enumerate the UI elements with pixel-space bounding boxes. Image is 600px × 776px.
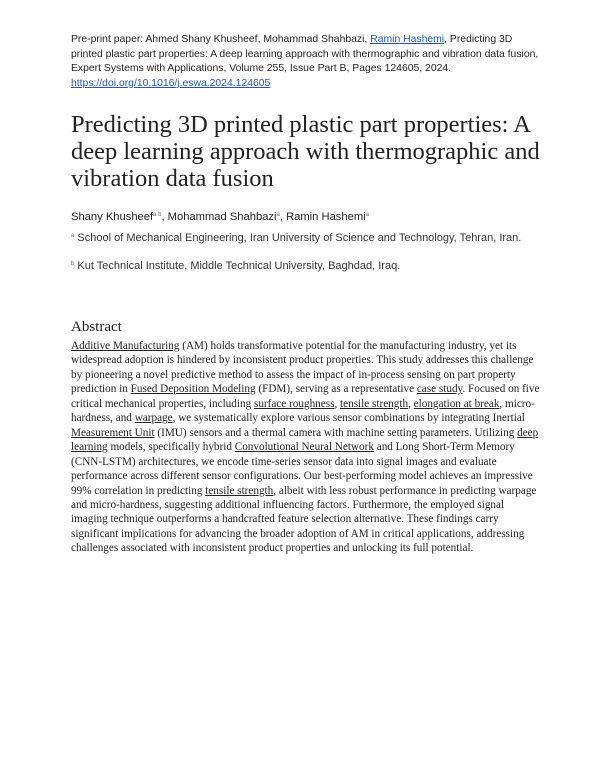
affiliation-text: Kut Technical Institute, Middle Technical University, Baghdad, Iraq. xyxy=(77,260,401,272)
abstract-text: models, specifically hybrid xyxy=(107,441,235,454)
abstract-body xyxy=(71,339,543,556)
abstract-term-link[interactable]: Convolutional Neural Network xyxy=(234,441,374,454)
author-link-ramin-hashemi[interactable]: Ramin Hashemi xyxy=(370,34,445,45)
author-affiliation-marker: a xyxy=(276,212,280,218)
affiliation-b xyxy=(71,258,541,273)
affiliation-marker: a xyxy=(71,233,75,239)
abstract-term-link[interactable]: tensile strength xyxy=(340,397,409,410)
author-affiliation-marker: a xyxy=(365,212,369,218)
author-separator: , xyxy=(161,211,168,223)
abstract-text: , we systematically explore various sensor combinations by integrating Inertial xyxy=(172,412,525,425)
abstract-text: (IMU) sensors and a thermal camera with machine setting parameters. Utilizing xyxy=(154,426,518,439)
abstract-text: , albeit with less robust performance in predicting warpage and micro-hardness, suggesting additional influencing factors. Furthermore, the employed signal imaging technique outperforms a handcrafted feature selection alternative. These findings carry significant implications for advancing the broader adoption of AM in critical applications, addressing challenges associated with inconsistent product properties and unlocking its full potential. xyxy=(71,484,537,555)
preprint-prefix: Pre-print paper: Ahmed Shany Khusheef, Mohammad Shahbazi, xyxy=(71,34,371,45)
abstract-text: (AM) holds transformative potential for the manufacturing industry, yet its widespread adoption is hindered by inconsistent product properties. This study addresses this challenge by pioneering a novel predictive method to assess the impact of in-process sensing on part property prediction in xyxy=(71,340,534,396)
author-name: Shany Khusheef xyxy=(71,211,154,223)
abstract-text: (FDM), serving as a representative xyxy=(255,383,417,396)
abstract-term-link[interactable]: elongation at break xyxy=(413,397,500,410)
abstract-term-link[interactable]: surface roughness xyxy=(253,397,335,410)
abstract-text: , xyxy=(408,397,414,410)
affiliation-a xyxy=(71,230,541,245)
doi-link[interactable]: https://doi.org/10.1016/j.eswa.2024.124605 xyxy=(71,77,271,89)
abstract-text: and Long Short-Term Memory (CNN-LSTM) architectures, we encode time-series sensor data into signal images and evaluate performance across different sensor configurations. Our best-performing model achieves an impressive 99% correlation in predicting xyxy=(71,441,533,497)
author-affiliation-marker: a b xyxy=(153,212,162,218)
abstract-term-link[interactable]: deep learning xyxy=(71,426,539,454)
paper-title: Predicting 3D printed plastic part properties: A deep learning approach with thermographic and vibration data fusion xyxy=(71,111,540,192)
affiliation-marker: b xyxy=(71,261,75,267)
abstract-term-link[interactable]: Measurement Unit xyxy=(71,426,155,439)
affiliation-text: School of Mechanical Engineering, Iran University of Science and Technology, Tehran, Iran. xyxy=(77,232,522,244)
abstract-term-link[interactable]: tensile strength xyxy=(205,484,274,497)
preprint-suffix: , Predicting 3D printed plastic part properties: A deep learning approach with thermographic and vibration data fusion, Expert Systems with Applications, Volume 255, Issue Part B, Pages 124605, 2024. xyxy=(71,34,539,75)
abstract-text: , xyxy=(334,397,341,410)
author-name: Mohammad Shahbazi xyxy=(167,211,277,223)
abstract-term-link[interactable]: warpage xyxy=(134,412,173,425)
author-name: Ramin Hashemi xyxy=(286,211,366,223)
abstract-text: , micro-hardness, and xyxy=(71,397,535,425)
author-separator: , xyxy=(279,211,287,223)
abstract-term-link[interactable]: Fused Deposition Modeling xyxy=(130,383,256,396)
abstract-term-link[interactable]: case study xyxy=(416,383,463,396)
abstract-term-link[interactable]: Additive Manufacturing xyxy=(71,340,180,352)
abstract-text: . Focused on five critical mechanical properties, including xyxy=(71,383,540,410)
author-list xyxy=(71,208,541,224)
preprint-citation xyxy=(71,33,541,91)
abstract-heading: Abstract xyxy=(71,319,122,335)
